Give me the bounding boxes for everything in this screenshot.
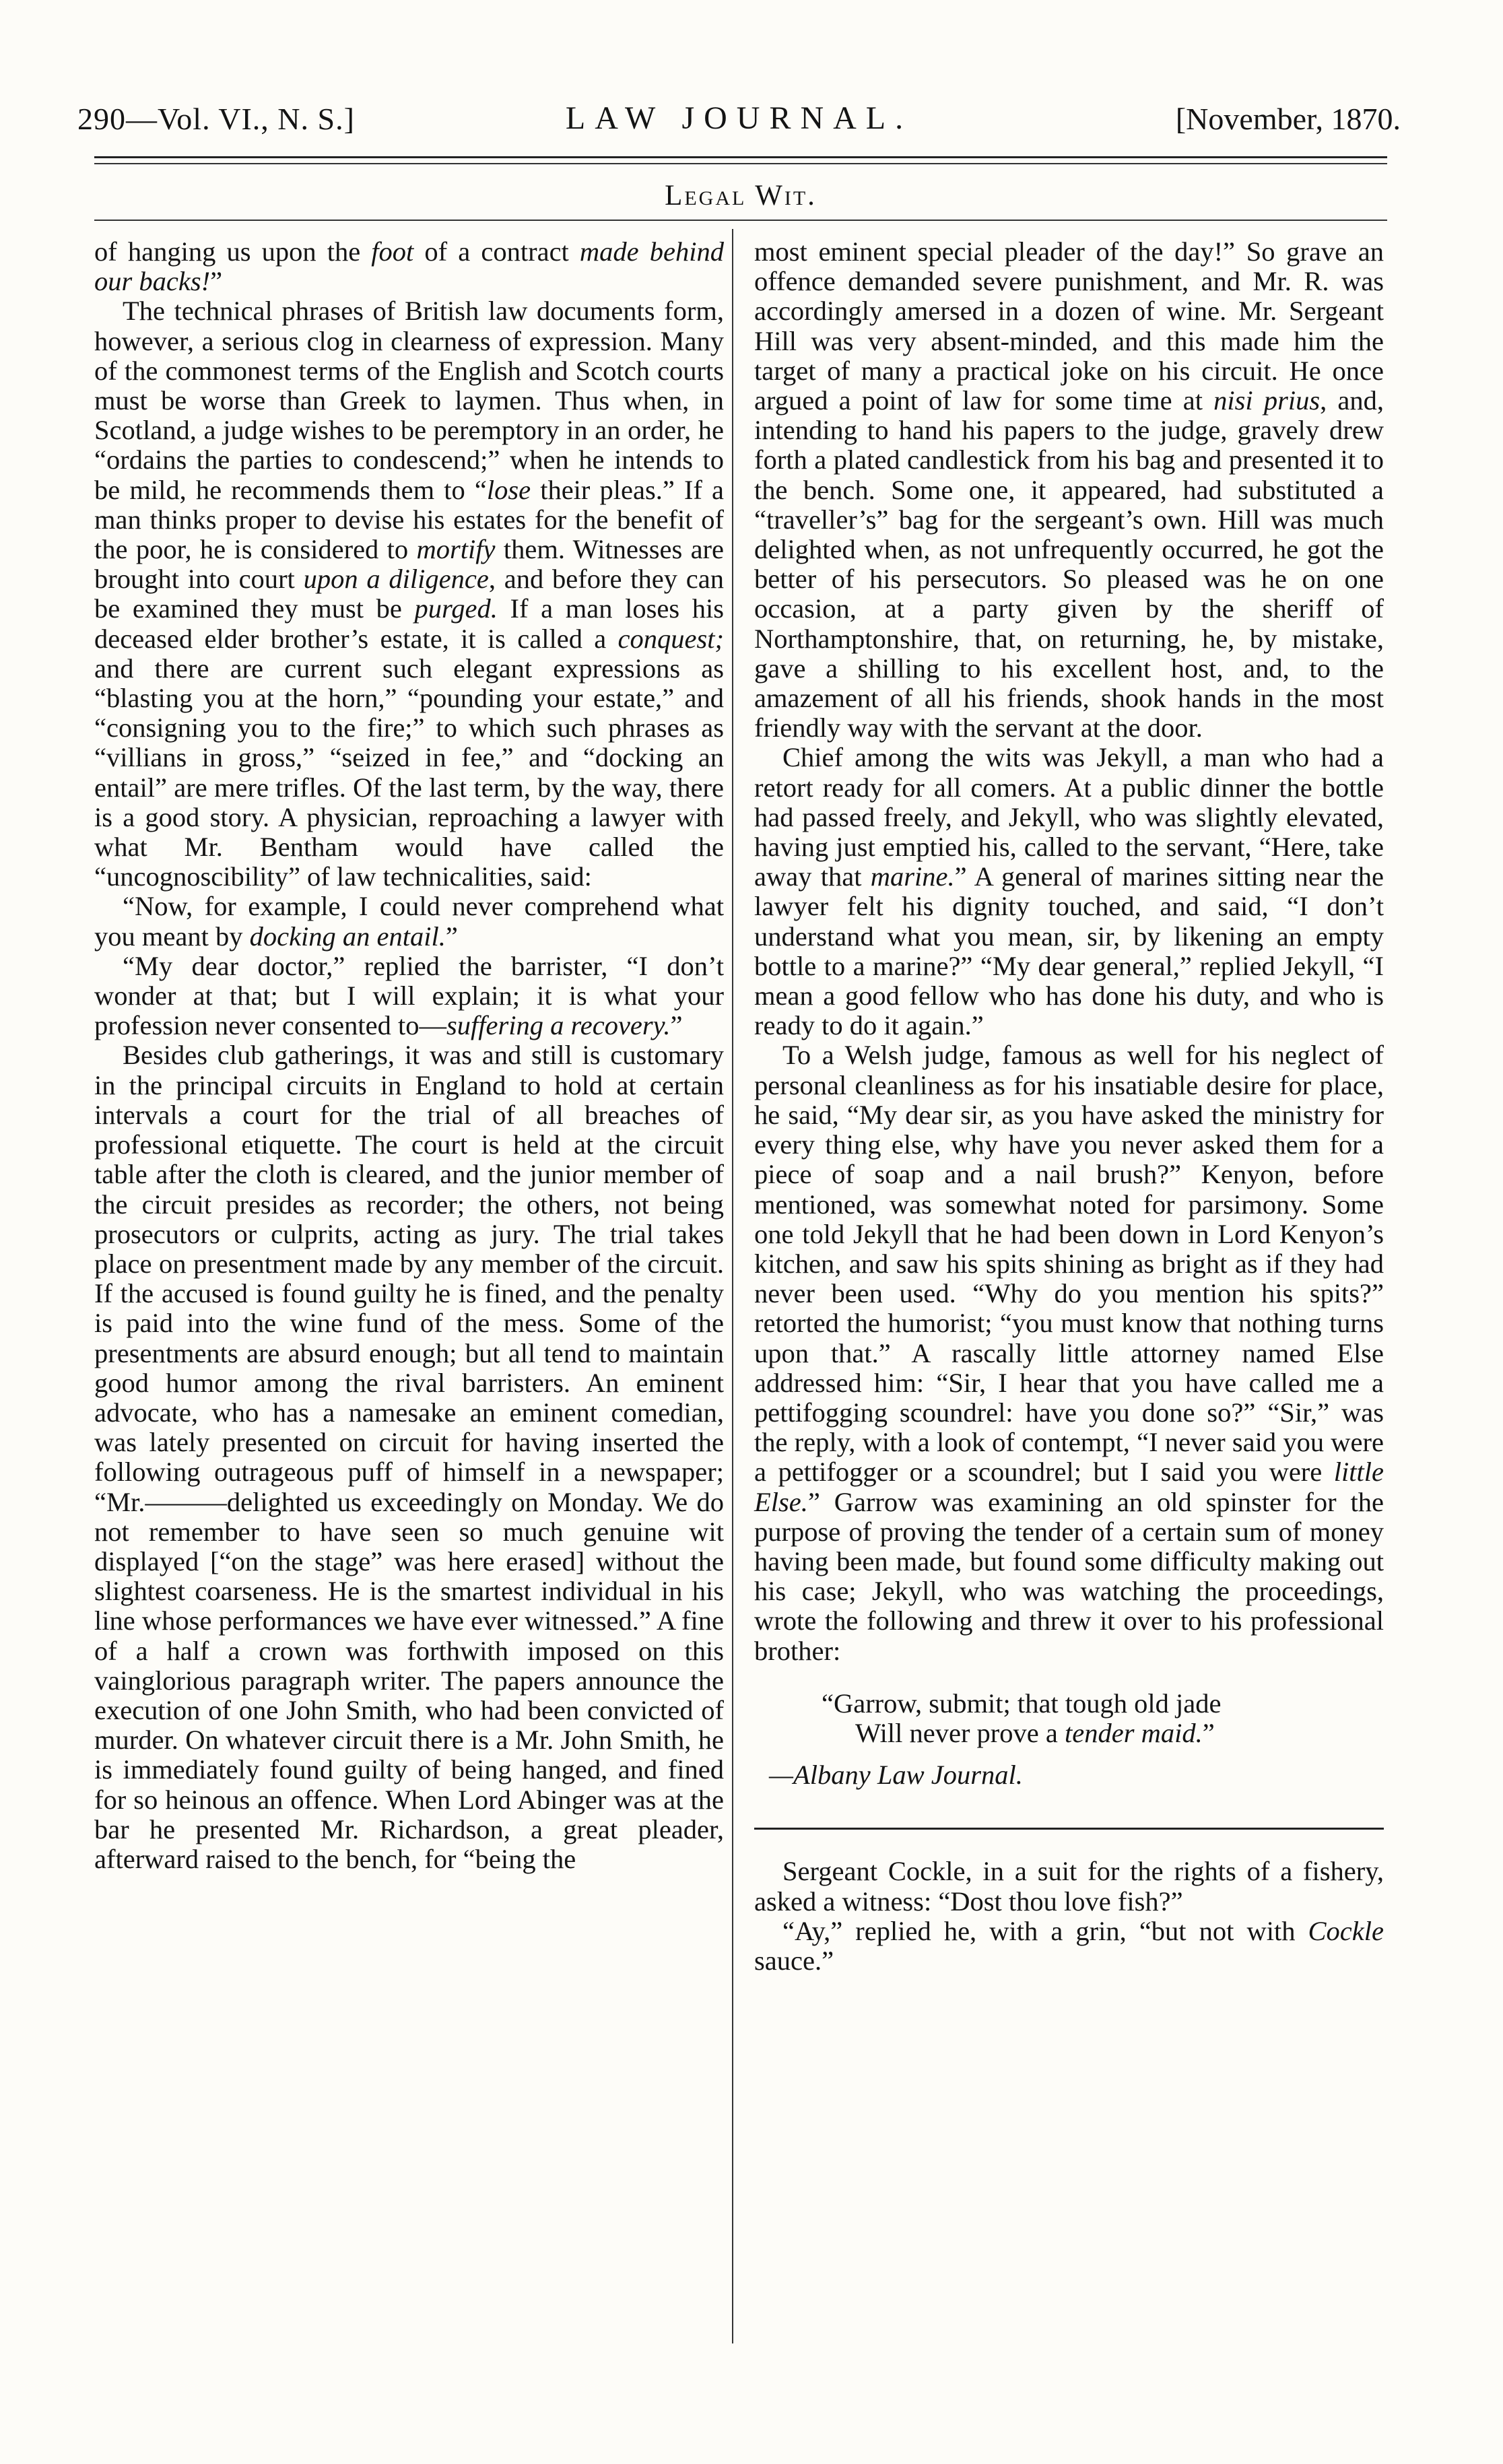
header-rule-bottom [94, 163, 1387, 164]
left-column [94, 237, 724, 1874]
section-title: Legal Wit. [665, 180, 817, 211]
article-separator-rule [754, 1828, 1384, 1830]
paragraph: Chief among the wits was Jekyll, a man who had a retort ready for all comers. At a public dinner the bottle had passed freely, and Jekyll, who was slightly elevated, having just emptied his, called to the servant, “Here, take away that marine.” A general of marines sitting near the lawyer felt his dignity touched, and said, “I don’t understand what you mean, sir, by likening an empty bottle to a marine?” “My dear general,” replied Jekyll, “I mean a good fellow who has done his duty, and who is ready to do it again.” [754, 742, 1384, 1041]
journal-title: LAW JOURNAL. [565, 100, 913, 136]
anecdote [754, 1857, 1384, 1976]
verse-line: Will never prove a tender maid.” [855, 1717, 1215, 1748]
source-credit: —Albany Law Journal. [769, 1760, 1023, 1791]
paragraph: To a Welsh judge, famous as well for his neglect of personal cleanliness as for his insatiable desire for place, he said, “My dear sir, as you have asked the ministry for every thing else, why have you never asked them for a piece of soap and a nail brush?” Kenyon, before mentioned, was somewhat noted for parsimony. Some one told Jekyll that he had been down in Lord Kenyon’s kitchen, and saw his spits shining as bright as if they had never been used. “Why do you mention his spits?” retorted the humorist; “you must know that nothing turns upon that.” A rascally little attorney named Else addressed him: “Sir, I hear that you have called me a pettifogging scoundrel: have you done so?” “Sir,” was the reply, with a look of contempt, “I never said you were a pettifogger or a scoundrel; but I said you were little Else.” Garrow was examining an old spinster for the purpose of proving the tender of a certain sum of money having been made, but found some difficulty making out his case; Jekyll, who was watching the proceedings, wrote the following and threw it over to his professional brother: [754, 1040, 1384, 1666]
paragraph: “Ay,” replied he, with a grin, “but not with Cockle sauce.” [754, 1915, 1384, 1976]
right-column [754, 237, 1384, 1976]
section-title-rule [94, 220, 1387, 221]
paragraph: Sergeant Cockle, in a suit for the rights of a fishery, asked a witness: “Dost thou love fish?” [754, 1856, 1384, 1917]
paragraph: of hanging us upon the foot of a contract made behind our backs!” [94, 236, 724, 297]
verse-line: “Garrow, submit; that tough old jade [822, 1688, 1222, 1719]
verse-quote [754, 1689, 1384, 1791]
page-volume-reference: 290—Vol. VI., N. S.] [77, 102, 355, 136]
paragraph: most eminent special pleader of the day!” So grave an offence demanded severe punishment, and Mr. R. was accordingly amersed in a dozen of wine. Mr. Sergeant Hill was very absent-minded, and this made him the target of many a practical joke on his circuit. He once argued a point of law for some time at nisi prius, and, intending to hand his papers to the judge, gravely drew forth a plated candlestick from his bag and presented it to the bench. Some one, it appeared, had substituted a “traveller’s” bag for the sergeant’s own. Hill was much delighted when, as not unfrequently occurred, he got the better of his persecutors. So pleased was he on one occasion, at a party given by the sheriff of Northamptonshire, that, on returning, he, by mistake, gave a shilling to his excellent host, and, to the amazement of all his friends, shook hands in the most friendly way with the servant at the door. [754, 236, 1384, 743]
column-divider [732, 229, 733, 2343]
paragraph: The technical phrases of British law documents form, however, a serious clog in clearness of expression. Many of the commonest terms of the English and Scotch courts must be worse than Greek to laymen. Thus when, in Scotland, a judge wishes to be peremptory in an order, he “ordains the parties to condescend;” when he intends to be mild, he recommends them to “lose their pleas.” If a man thinks proper to devise his estates for the benefit of the poor, he is considered to mortify them. Witnesses are brought into court upon a diligence, and before they can be examined they must be purged. If a man loses his deceased elder brother’s estate, it is called a conquest; and there are current such elegant expressions as “blasting you at the horn,” “pounding your estate,” and “consigning you to the fire;” to which such phrases as “villians in gross,” “seized in fee,” and “docking an entail” are mere trifles. Of the last term, by the way, there is a good story. A physician, reproaching a lawyer with what Mr. Bentham would have called the “uncognoscibility” of law technicalities, said: [94, 296, 725, 892]
running-head [77, 94, 1401, 143]
paragraph: “My dear doctor,” replied the barrister, “I don’t wonder at that; but I will explain; it is what your profession never consented to—suffering a recovery.” [94, 950, 724, 1041]
paragraph: “Now, for example, I could never comprehend what you meant by docking an entail.” [94, 891, 724, 952]
header-rule-top [94, 156, 1387, 158]
issue-date: [November, 1870. [1175, 102, 1401, 136]
paragraph: Besides club gatherings, it was and still is customary in the principal circuits in England to hold at certain intervals a court for the trial of all breaches of professional etiquette. The court is held at the circuit table after the cloth is cleared, and the junior member of the circuit presides as recorder; the others, not being prosecutors or culprits, acting as jury. The trial takes place on presentment made by any member of the circuit. If the accused is found guilty he is fined, and the penalty is paid into the wine fund of the mess. Some of the presentments are absurd enough; but all tend to maintain good humor among the rival barristers. An eminent advocate, who has a namesake an eminent comedian, was lately presented on circuit for having inserted the following outrageous puff of himself in a newspaper; “Mr.———delighted us exceedingly on Monday. We do not remember to have seen so much genuine wit displayed [“on the stage” was here erased] without the slightest coarseness. He is the smartest individual in his line whose performances we have ever witnessed.” A fine of a half a crown was forthwith imposed on this vainglorious paragraph writer. The papers announce the execution of one John Smith, who had been convicted of murder. On whatever circuit there is a Mr. John Smith, he is immediately found guilty of being hanged, and fined for so heinous an offence. When Lord Abinger was at the bar he presented Mr. Richardson, a great pleader, afterward raised to the bench, for “being the [94, 1040, 724, 1874]
